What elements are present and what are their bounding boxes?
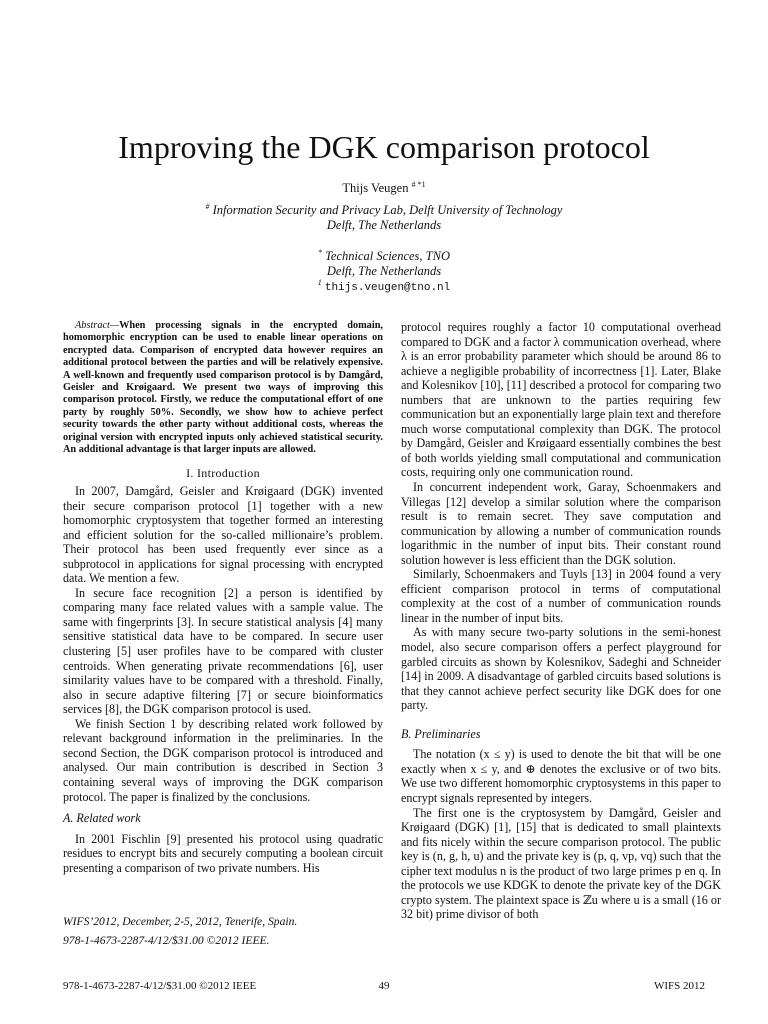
prelim-paragraph-1: The notation (x ≤ y) is used to denote the bit that will be one exactly when x ≤ y, and ⊕ denotes the exclusive or of two bits. We use two different homomorphic cryptosystems in this paper to encrypt signals represented by integers. [401, 747, 721, 805]
right-paragraph-3: Similarly, Schoenmakers and Tuyls [13] in 2004 found a very efficient comparison protocol in terms of computational complexity at the cost of a number of communication rounds linear in the number of input bits. [401, 567, 721, 625]
paper-title: Improving the DGK comparison protocol [118, 129, 650, 165]
affiliation-2-mark: * [318, 247, 322, 257]
footnote-line-1: WIFS’2012, December, 2-5, 2012, Tenerife, Spain. [63, 915, 298, 928]
subsection-heading-preliminaries: B. Preliminaries [401, 726, 481, 741]
conference-footnote [63, 912, 383, 950]
author-email: thijs.veugen@tno.nl [324, 282, 451, 294]
affiliation-1-line2: Delft, The Netherlands [326, 218, 442, 232]
page-number: 49 [378, 980, 390, 992]
affiliation-1-mark: # [205, 201, 210, 211]
prelim-paragraph-2: The first one is the cryptosystem by Damgård, Geisler and Krøigaard (DGK) [1], [15] that is dedicated to small plaintexts and fits nicely within the secure comparison protocol. The public key is (n, g, h, u) and the private key is (p, q, vp, vq) such that the cipher text modulus n is the product of two large primes p en q. In the protocols we use KDGK to denote the private key of the DGK crypto system. The plaintext space is ℤu where u is a small (16 or 32 bit) prime divisor of both [401, 805, 721, 922]
affiliation-2 [0, 249, 768, 296]
email-mark: 1 [317, 277, 322, 287]
author-line [0, 181, 768, 196]
subsection-heading-related-work: A. Related work [63, 811, 141, 826]
right-paragraph-4: As with many secure two-party solutions in the semi-honest model, also secure comparison offers a perfect playground for garbled circuits as shown by Kolesnikov, Sadeghi and Schneider [14] in 2009. A disadvantage of garbled circuits based solutions is that they cannot achieve perfect security like DGK does for one party. [401, 625, 721, 713]
intro-paragraph-1: In 2007, Damgård, Geisler and Krøigaard (DGK) invented their secure comparison protocol [1] together with a new homomorphic cryptosystem that together formed an interesting and efficient solution for the so-called millionaire’s problem. Their protocol has been used frequently ever since as a subprotocol in applications for signal processing with encrypted data. We mention a few. [63, 484, 383, 586]
intro-paragraph-2: In secure face recognition [2] a person is identified by comparing many face related values with a sample value. The same with fingerprints [3]. In secure statistical analysis [4] many sensitive statistical data have to be compared. In secure user clustering [5] user profiles have to be compared with cluster centroids. When generating private recommendations [6], user similarity values have to be compared with a threshold. Finally, also in secure adaptive filtering [7] or secure bioinformatics services [8], the DGK comparison protocol is used. [63, 585, 383, 717]
left-column [63, 320, 383, 875]
footer-copyright: 978-1-4673-2287-4/12/$31.00 ©2012 IEEE [63, 980, 257, 992]
right-paragraph-1: protocol requires roughly a factor 10 computational overhead compared to DGK and a factor λ communication overhead, where λ is an error probability parameter which should be around 86 to achieve a negligible probability of incorrectness [1]. Later, Blake and Kolesnikov [10], [11] described a protocol for comparing two numbers that are unknown to the parties requiring few communication but an exponentially large plain text and therefore much worse computational complexity than DGK. The protocol by Damgård, Geisler and Krøigaard essentially combines the best of both worlds yielding small computational and communication costs, requiring only one communication round. [401, 320, 721, 480]
footnote-line-2: 978-1-4673-2287-4/12/$31.00 ©2012 IEEE. [63, 934, 270, 947]
right-column [401, 320, 721, 922]
abstract [63, 320, 383, 456]
affiliation-1-line1: Information Security and Privacy Lab, Delft University of Technology [212, 203, 563, 217]
affiliation-2-line1: Technical Sciences, TNO [325, 249, 450, 263]
abstract-lead: Abstract— [75, 320, 120, 331]
abstract-text: When processing signals in the encrypted domain, homomorphic encryption can be used to enable linear operations on encrypted data. Comparison of encrypted data however requires an additional protocol between the parties and will be relatively expensive. A well-known and frequently used comparison protocol is by Damgård, Geisler and Krøigaard. We present two ways of improving this comparison protocol. Firstly, we reduce the computational effort of one party by roughly 50%. Secondly, we show how to achieve perfect security towards the other party without additional costs, whereas the original version with encrypted inputs only achieved statistical security. An additional advantage is that larger inputs are allowed. [63, 320, 383, 456]
related-paragraph-1: In 2001 Fischlin [9] presented his protocol using quadratic residues to encrypt bits and securely computing a boolean circuit presenting a comparison of two private numbers. His [63, 831, 383, 875]
section-heading-introduction: I. Introduction [186, 466, 260, 481]
affiliation-1 [0, 203, 768, 233]
affiliation-2-line2: Delft, The Netherlands [326, 264, 442, 278]
right-paragraph-2: In concurrent independent work, Garay, Schoenmakers and Villegas [12] develop a similar solution where the comparison result is to remain secret. They save computation and communication by allowing a number of communication rounds logarithmic in the number of input bits. Their constant round solution however is less efficient than the DGK solution. [401, 480, 721, 567]
intro-paragraph-3: We finish Section 1 by describing related work followed by relevant background information in the preliminaries. In the second Section, the DGK comparison protocol is introduced and analysed. Our main contribution is described in Section 3 containing several ways of improving the DGK comparison protocol. The paper is finalized by the conclusions. [63, 716, 383, 804]
author-name: Thijs Veugen [342, 181, 409, 195]
footer-venue: WIFS 2012 [653, 980, 705, 992]
author-marks: # *1 [411, 179, 426, 189]
